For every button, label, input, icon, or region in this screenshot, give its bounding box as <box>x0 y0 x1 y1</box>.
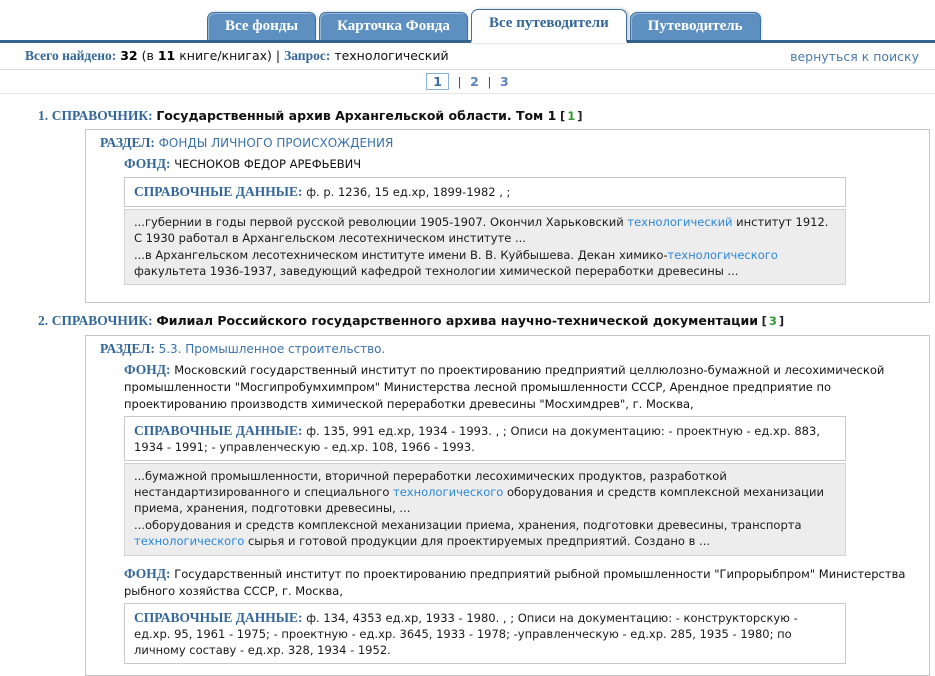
fond-label: ФОНД: <box>124 156 171 172</box>
sprav-dannye-label: СПРАВОЧНЫЕ ДАННЫЕ: <box>134 183 303 199</box>
result-count-badge: 3 <box>768 314 777 329</box>
archive-name: Филиал Российского государственного архива научно-технической документации <box>156 313 758 329</box>
count-bracket-open: [ <box>761 314 767 329</box>
snippet-box <box>124 463 846 555</box>
match-highlight: технологический <box>627 215 733 229</box>
back-to-search-link[interactable]: вернуться к поиску <box>790 48 919 64</box>
found-books-count: 11 <box>157 48 176 63</box>
razdel-link[interactable]: 5.3. Промышленное строительство. <box>158 341 386 356</box>
sprav-data-box <box>124 416 846 462</box>
snippet-pre: ...в Архангельском лесотехническом институте имени В. В. Куйбышева. Декан химико- <box>134 247 668 262</box>
snippet-text <box>134 248 836 280</box>
match-highlight: технологического <box>134 533 245 548</box>
found-count: 32 <box>120 48 138 63</box>
entry-number: 1. <box>38 108 49 123</box>
snippet-pre: ...бумажной промышленности, вторичной переработки лесохимических продуктов, разработкой нестандартизированного и специального <box>134 469 727 500</box>
fond-label: ФОНД: <box>124 361 171 377</box>
sprav-data-text: ф. 135, 991 ед.хр, 1934 - 1993. , ; Описи на документацию: - проектную - ед.хр. 883, 1934 - 1991; - управленческую - ед.хр. 108, 1966 - 1993. <box>134 423 820 454</box>
snippet-pre: ...губернии в годы первой русской революции 1905-1907. Окончил Харьковский <box>134 215 628 229</box>
snippet-post: сырья и готовой продукции для проектируемых предприятий. Создано в ... <box>244 533 711 548</box>
snippet-post: оборудования и средств комплексной механизации приема, хранения, подготовки древесины, ... <box>134 485 824 516</box>
snippet-text <box>134 469 836 517</box>
sprav-data-box <box>124 603 846 664</box>
query-label: Запрос: <box>284 48 331 63</box>
pagination-separator: | <box>487 75 492 89</box>
results-summary <box>25 48 449 64</box>
razdel-label: РАЗДЕЛ: <box>100 135 155 151</box>
separator-pipe: | <box>275 48 281 63</box>
spravochnik-label: СПРАВОЧНИК: <box>51 108 153 123</box>
result-count-badge: 1 <box>567 109 576 123</box>
sprav-dannye-label: СПРАВОЧНЫЕ ДАННЫЕ: <box>134 422 303 438</box>
razdel-line <box>100 341 919 357</box>
snippet-text <box>134 518 836 550</box>
pagination-page-3-link[interactable]: 3 <box>500 74 509 89</box>
fond-name: ЧЕСНОКОВ ФЕДОР АРЕФЬЕВИЧ <box>174 157 362 172</box>
results-summary-bar <box>0 43 935 70</box>
found-in-open: (в <box>141 48 154 63</box>
snippet-post: институт 1912. С 1930 работал в Архангельском лесотехническом институте ... <box>134 215 829 245</box>
fond-name: Московский государственный институт по проектированию предприятий целлюлозно-бумажной и лесохимической промышленности "Мосгипробумхимпром" Министерства лесной промышленности СССР, Арендное предприятие по проектированию производств химической переработки древесины "Мосхимдрев", г. Москва, <box>124 362 885 411</box>
tab-guide[interactable]: Путеводитель <box>630 12 761 40</box>
fond-name: Государственный институт по проектированию предприятий рыбной промышленности "Гипрорыбпром" Министерства рыбного хозяйства СССР, г. Москва, <box>124 566 906 599</box>
fond-label: ФОНД: <box>124 565 171 581</box>
result-entry <box>0 107 935 303</box>
snippet-post: факультета 1936-1937, заведующий кафедрой технологии химической переработки древесины ... <box>134 263 739 278</box>
entry-section-box <box>85 335 930 676</box>
match-highlight: технологического <box>393 485 504 500</box>
sprav-dannye-label: СПРАВОЧНЫЕ ДАННЫЕ: <box>134 609 303 625</box>
pagination <box>0 70 935 94</box>
tab-all-guides[interactable]: Все путеводители <box>471 9 627 43</box>
entry-number: 2. <box>38 313 49 329</box>
entry-title <box>38 312 935 330</box>
sprav-data-text: ф. р. 1236, 15 ед.хр, 1899-1982 , ; <box>306 184 511 199</box>
fond-line <box>124 360 919 413</box>
razdel-label: РАЗДЕЛ: <box>100 340 155 356</box>
fond-line <box>124 564 919 600</box>
snippet-pre: ...оборудования и средств комплексной механизации приема, хранения, подготовки древесины, транспорта <box>134 517 802 532</box>
pagination-current-page: 1 <box>426 73 449 90</box>
found-in-close: книге/книгах) <box>179 48 272 63</box>
razdel-line <box>100 135 919 151</box>
count-bracket-close: ] <box>778 314 785 329</box>
result-entry <box>0 312 935 676</box>
pagination-separator: | <box>457 75 462 89</box>
fond-line <box>124 154 919 174</box>
snippet-box <box>124 209 846 285</box>
sprav-data-box <box>124 177 846 207</box>
sprav-data-text: ф. 134, 4353 ед.хр, 1933 - 1980. , ; Описи на документацию: - конструкторскую - ед.хр. 95, 1961 - 1975; - проектную - ед.хр. 3645, 1933 - 1978; -управленческую - ед.хр. 285, 1935 - 1980; по личному составу - ед.хр. 328, 1934 - 1952. <box>134 610 798 657</box>
archive-name: Государственный архив Архангельской области. Том 1 <box>156 108 557 123</box>
snippet-text <box>134 215 836 247</box>
spravochnik-label: СПРАВОЧНИК: <box>51 313 153 329</box>
match-highlight: технологического <box>667 247 778 262</box>
count-bracket-open: [ <box>559 109 566 123</box>
found-label: Всего найдено: <box>25 48 117 63</box>
entry-title <box>38 107 935 125</box>
tab-all-funds[interactable]: Все фонды <box>207 12 316 40</box>
tab-bar <box>0 0 935 43</box>
tab-fund-card[interactable]: Карточка Фонда <box>319 12 468 40</box>
search-results-list <box>0 94 935 676</box>
razdel-link[interactable]: ФОНДЫ ЛИЧНОГО ПРОИСХОЖДЕНИЯ <box>158 136 394 151</box>
count-bracket-close: ] <box>577 109 583 123</box>
query-value: технологический <box>334 48 449 63</box>
entry-section-box <box>85 129 930 303</box>
pagination-page-2-link[interactable]: 2 <box>470 74 479 89</box>
